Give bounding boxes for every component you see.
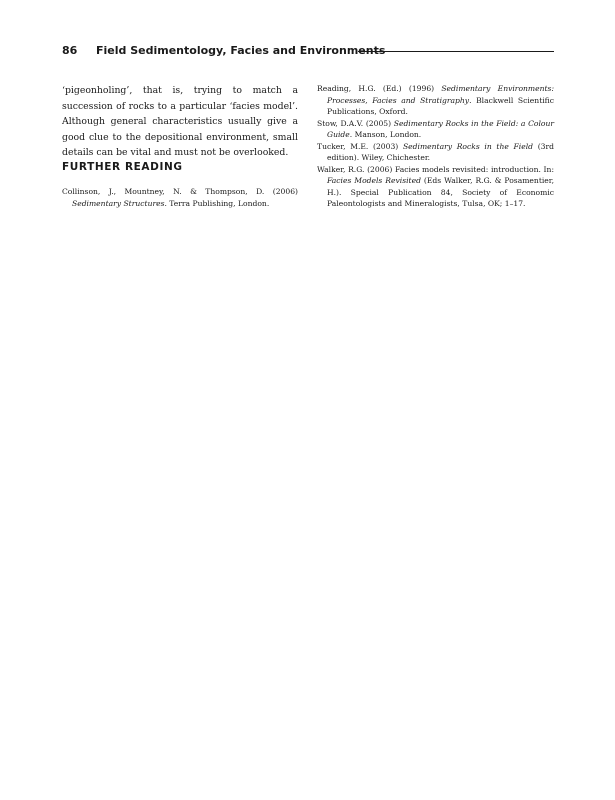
reference-authors: Stow, D.A.V. (2005) (317, 118, 394, 128)
page-number: 86 (62, 44, 78, 57)
reference-authors: Collinson, J., Mountney, N. & Thompson, D. (2006) (62, 187, 298, 196)
left-column (62, 83, 298, 208)
reference-authors: Tucker, M.E. (2003) (317, 141, 403, 151)
reference-entry (317, 118, 554, 141)
reference-publisher: . Terra Publishing, London. (164, 198, 270, 208)
reference-publisher: (3rd edition). Wiley, Chichester. (327, 141, 554, 162)
reference-title: Sedimentary Structures (72, 198, 165, 208)
reference-list-left (62, 186, 298, 209)
body-paragraph: ‘pigeonholing’, that is, trying to match a succession of rocks to a particular ‘facies model’. Although general characteristics usually give a good clue to the depositional environment, small details can be vital and must not be overlooked. (62, 85, 298, 158)
reference-publisher: (Eds Walker, R.G. & Posamentier, H.). Special Publication 84, Society of Economic Paleontologists and Mineralogists, Tulsa, OK; 1–17. (327, 176, 554, 208)
header-rule (358, 51, 554, 52)
reference-entry (62, 186, 298, 209)
reference-title: Sedimentary Environments: Processes, Facies and Stratigraphy (327, 84, 554, 105)
reference-publisher: . Manson, London. (349, 130, 422, 139)
reference-publisher: . Blackwell Scientific Publications, Oxford. (327, 95, 554, 116)
book-title: Field Sedimentology, Facies and Environments (96, 44, 386, 57)
reference-authors: Walker, R.G. (2006) Facies models revisited: introduction. In: (317, 164, 554, 174)
reference-title: Sedimentary Rocks in the Field: a Colour Guide (327, 118, 554, 139)
reference-list-right (317, 83, 554, 210)
reference-title: Sedimentary Rocks in the Field (402, 141, 534, 151)
reference-authors: Reading, H.G. (Ed.) (1996) (317, 84, 442, 93)
reference-entry (317, 141, 554, 164)
reference-entry (317, 164, 554, 210)
running-head (62, 44, 554, 60)
reference-title: Facies Models Revisited (327, 176, 421, 185)
reference-entry (317, 83, 554, 118)
further-reading-heading: FURTHER READING (62, 161, 183, 173)
right-column (317, 83, 554, 210)
